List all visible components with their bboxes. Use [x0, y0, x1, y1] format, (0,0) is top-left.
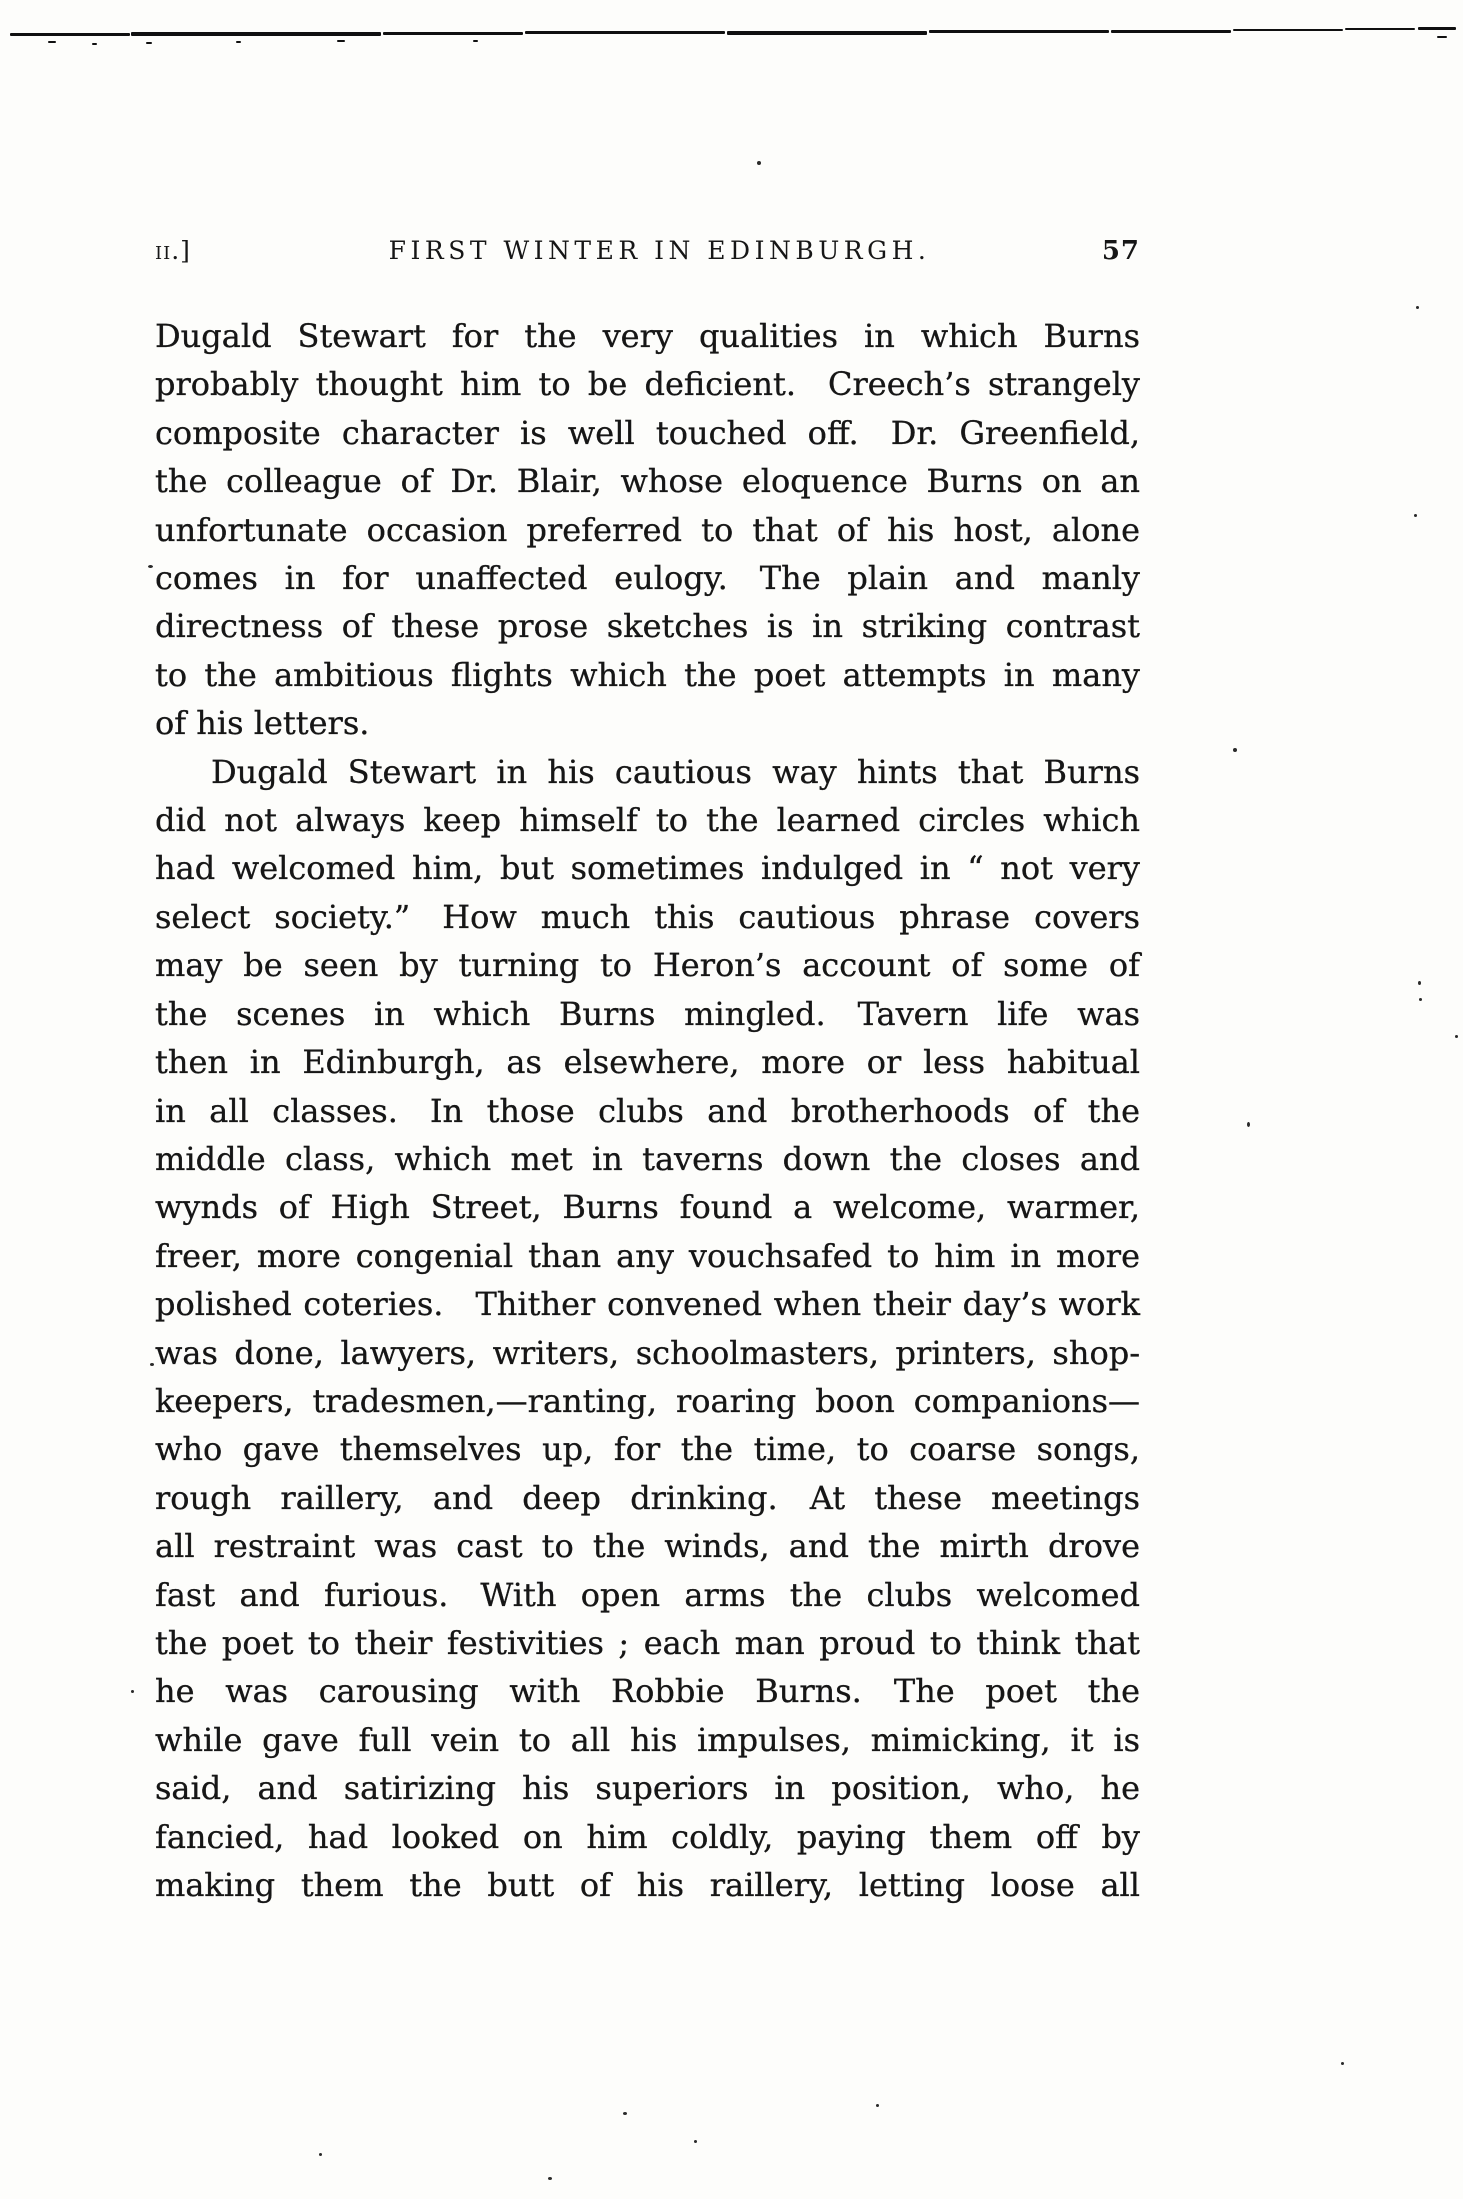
- scan-speck: [548, 2177, 552, 2180]
- scan-edge-line-segment: [1233, 29, 1343, 31]
- scan-edge-line-segment: [1437, 36, 1447, 38]
- text-line: of his letters.: [155, 704, 370, 743]
- text-line: freer, more congenial than any vouchsafed to him in more: [155, 1236, 1140, 1275]
- scan-speck: [757, 161, 761, 165]
- running-head: [155, 236, 1140, 266]
- text-line: keepers, tradesmen,—ranting, roaring boon companions—: [155, 1381, 1140, 1420]
- paragraph: [155, 312, 1140, 748]
- text-line: in all classes. In those clubs and brotherhoods of the: [155, 1091, 1140, 1130]
- scan-speck: [876, 2104, 879, 2107]
- scan-speck: [1416, 306, 1419, 309]
- text-line: wynds of High Street, Burns found a welcome, warmer,: [155, 1188, 1140, 1227]
- scan-edge-line-segment: [1418, 27, 1456, 30]
- scan-edge-line-segment: [473, 40, 478, 42]
- scan-speck: [1418, 981, 1421, 985]
- scan-edge-line-segment: [10, 33, 130, 36]
- scan-edge-line-segment: [929, 30, 1109, 33]
- text-line: to the ambitious flights which the poet attempts in many: [155, 655, 1140, 694]
- scan-edge-line-segment: [727, 31, 927, 35]
- scan-edge-line-segment: [1111, 30, 1231, 33]
- page-body: [155, 312, 1140, 1909]
- text-line: all restraint was cast to the winds, and the mirth drove: [155, 1527, 1140, 1566]
- scan-speck: [1341, 2062, 1344, 2065]
- text-line: while gave full vein to all his impulses, mimicking, it is: [155, 1720, 1140, 1759]
- scan-edge-line-segment: [1345, 28, 1415, 30]
- scan-edge-line-segment: [337, 40, 345, 42]
- chapter-mark: ii.]: [155, 236, 191, 265]
- scan-edge-line-segment: [92, 43, 97, 45]
- text-line: directness of these prose sketches is in striking contrast: [155, 607, 1140, 646]
- text-line: had welcomed him, but sometimes indulged in “ not very: [155, 849, 1140, 888]
- text-line: Dugald Stewart for the very qualities in which Burns: [155, 317, 1140, 355]
- text-line: unfortunate occasion preferred to that of his host, alone: [155, 510, 1140, 549]
- scan-speck: [1414, 514, 1417, 517]
- scan-speck: [1247, 1122, 1250, 1127]
- scan-speck: [1419, 998, 1422, 1001]
- text-line: fancied, had looked on him coldly, paying them off by: [155, 1817, 1140, 1856]
- scan-edge-line-segment: [525, 31, 725, 34]
- text-line: rough raillery, and deep drinking. At these meetings: [155, 1478, 1140, 1517]
- text-line: did not always keep himself to the learned circles which: [155, 801, 1140, 840]
- page-number: 57: [1101, 236, 1140, 266]
- text-line: comes in for unaffected eulogy. The plain and manly: [155, 559, 1140, 598]
- text-line: select society.” How much this cautious phrase covers: [155, 897, 1140, 936]
- scan-edge-line-segment: [48, 41, 56, 43]
- text-line: said, and satirizing his superiors in position, who, he: [155, 1769, 1140, 1808]
- scan-speck: [1233, 748, 1237, 752]
- text-line: probably thought him to be deficient. Creech’s strangely: [155, 365, 1140, 404]
- scan-speck: [623, 2112, 627, 2115]
- paragraph: [155, 748, 1140, 1910]
- scan-speck: [131, 1690, 134, 1693]
- text-line: then in Edinburgh, as elsewhere, more or less habitual: [155, 1043, 1140, 1082]
- scan-edge-line-segment: [131, 32, 381, 36]
- text-line: the poet to their festivities ; each man proud to think that: [155, 1623, 1140, 1662]
- scan-edge-line-segment: [383, 32, 523, 35]
- text-line: was done, lawyers, writers, schoolmasters, printers, shop-: [155, 1333, 1140, 1372]
- text-line: fast and furious. With open arms the clubs welcomed: [155, 1575, 1140, 1614]
- scan-speck: [1455, 1035, 1458, 1038]
- text-line: he was carousing with Robbie Burns. The poet the: [155, 1672, 1140, 1711]
- text-line: making them the butt of his raillery, letting loose all: [155, 1866, 1140, 1904]
- scan-edge-line-segment: [236, 41, 241, 43]
- scan-speck: [694, 2140, 697, 2143]
- text-line: the scenes in which Burns mingled. Tavern life was: [155, 994, 1140, 1033]
- text-line: middle class, which met in taverns down the closes and: [155, 1139, 1140, 1178]
- text-line: Dugald Stewart in his cautious way hints that Burns: [211, 752, 1140, 791]
- scan-speck: [150, 1363, 154, 1366]
- scan-speck: [319, 2153, 322, 2156]
- text-line: polished coteries. Thither convened when their day’s work: [155, 1285, 1140, 1324]
- page-header-title: FIRST WINTER IN EDINBURGH.: [388, 236, 931, 265]
- scan-edge-line-segment: [146, 42, 152, 44]
- text-line: who gave themselves up, for the time, to coarse songs,: [155, 1430, 1140, 1469]
- text-line: the colleague of Dr. Blair, whose eloquence Burns on an: [155, 462, 1140, 501]
- text-line: may be seen by turning to Heron’s account of some of: [155, 946, 1140, 985]
- scan-speck: [148, 565, 153, 568]
- text-line: composite character is well touched off. Dr. Greenfield,: [155, 413, 1140, 452]
